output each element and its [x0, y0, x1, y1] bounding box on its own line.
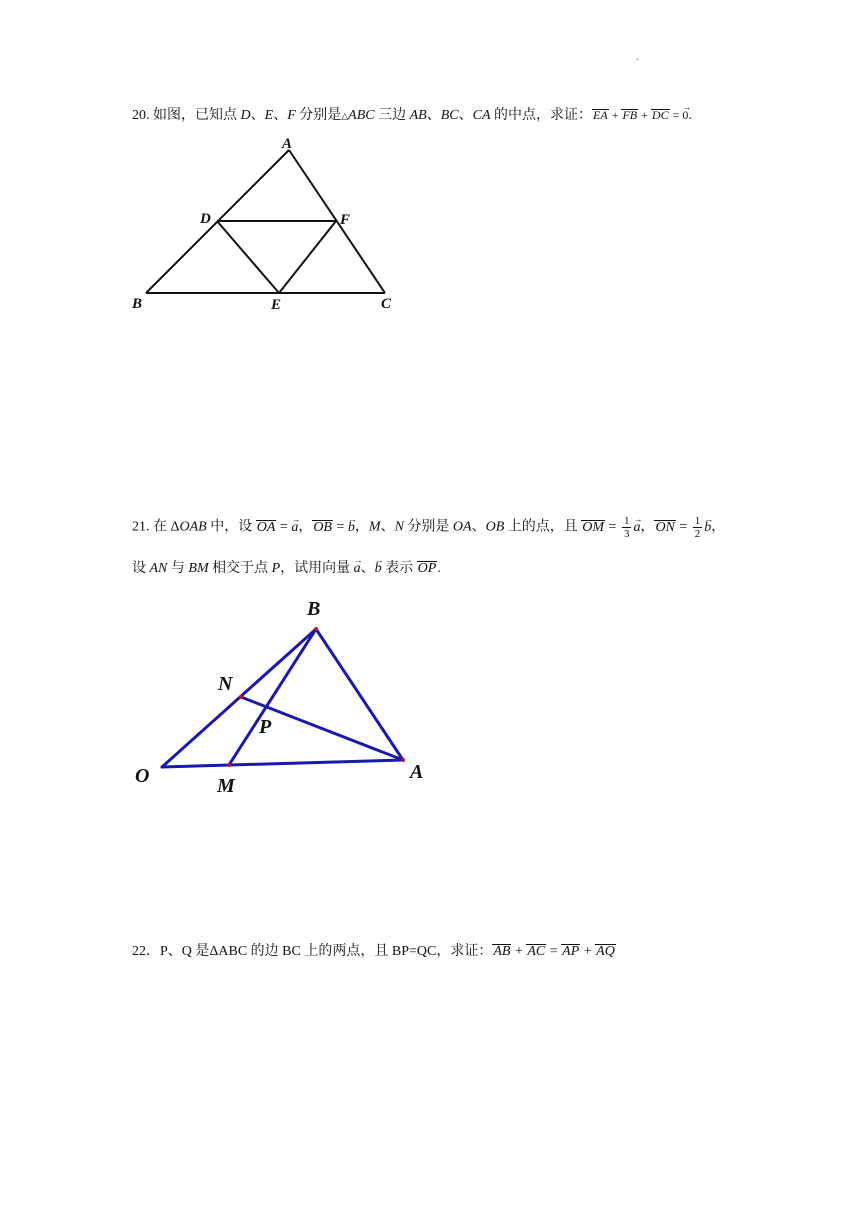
q21-text: 相交于点 [208, 561, 272, 576]
comma: ， [640, 519, 655, 535]
vector-b: → b [375, 561, 382, 576]
segment-ob: OB [485, 519, 505, 535]
separator: 、 [273, 108, 288, 123]
segment-ob-line [162, 629, 316, 767]
q22-number: 22． [132, 944, 160, 959]
q22-text: P、Q 是ΔABC 的边 BC 上的两点，且 BP=QC，求证： [160, 944, 493, 959]
zero-vector: → 0 [682, 108, 688, 122]
comma: ， [298, 519, 313, 535]
vector-ea: EA [593, 108, 608, 122]
period: . [437, 561, 441, 576]
vector-op: OP [417, 561, 437, 576]
triangle-symbol: △ [341, 111, 349, 121]
q21-text: 分别是 [403, 519, 453, 535]
q21-text: 上的点，且 [504, 519, 582, 535]
label-m: M [217, 775, 235, 797]
triangle-name: ABC [348, 108, 375, 123]
separator: 、 [471, 519, 486, 535]
label-b2: B [307, 598, 321, 620]
label-a2: A [410, 761, 424, 783]
point-f: F [287, 108, 296, 123]
fraction-denominator: 3 [623, 528, 630, 540]
period: . [688, 108, 692, 123]
vector-ap: AP [562, 944, 580, 959]
plus-sign: + [580, 944, 596, 959]
equals-sign: = [669, 108, 683, 122]
segment-bm: BM [188, 561, 209, 576]
fraction-numerator: 1 [623, 515, 630, 527]
separator: 、 [426, 108, 441, 123]
point-e: E [264, 108, 274, 123]
label-a: A [282, 136, 293, 152]
triangle-name: OAB [179, 519, 207, 535]
point-b-marker [314, 627, 318, 631]
vector-on: ON [655, 519, 675, 535]
q20-text: 三边 [374, 108, 410, 123]
vector-dc: DC [651, 108, 669, 122]
equals-sign: = [675, 519, 691, 535]
label-e: E [271, 297, 282, 313]
vector-ob: OB [313, 519, 332, 535]
label-c: C [381, 296, 392, 312]
q20-text: 分别是 [295, 108, 342, 123]
header-mark: . [636, 52, 639, 63]
point-m: M [368, 519, 381, 535]
triangle-symbol: Δ [170, 519, 180, 535]
label-d: D [200, 211, 211, 227]
vector-a: → a [633, 520, 640, 535]
fraction-numerator: 1 [694, 515, 701, 527]
separator: 、 [360, 561, 375, 576]
segment-oa-line [162, 760, 403, 767]
fraction-denominator: 2 [694, 528, 701, 540]
q22-statement [132, 942, 616, 962]
q21-number: 21. [132, 519, 150, 535]
plus-sign: + [638, 108, 651, 122]
vector-aq: AQ [596, 944, 615, 959]
q21-text: ，试用向量 [280, 561, 354, 576]
vector-ab: AB [493, 944, 511, 959]
separator: 、 [250, 108, 265, 123]
label-b: B [132, 296, 143, 312]
q20-text: 如图，已知点 [149, 108, 241, 123]
vector-a: → a [354, 561, 361, 576]
equals-sign: = [546, 944, 562, 959]
q21-text: 中，设 [206, 519, 256, 535]
comma: ， [354, 519, 369, 535]
point-p: P [271, 561, 281, 576]
q20-text: 的中点，求证： [490, 108, 593, 123]
side-bc: BC [440, 108, 459, 123]
vector-b: → b [704, 520, 711, 535]
separator: 、 [458, 108, 473, 123]
label-o: O [135, 765, 150, 787]
point-m-marker [227, 763, 231, 767]
segment-ba-line [316, 629, 403, 760]
side-ca: CA [472, 108, 491, 123]
plus-sign: + [511, 944, 527, 959]
point-n-marker [239, 695, 243, 699]
vector-a: → a [291, 520, 298, 535]
segment-oa: OA [452, 519, 472, 535]
label-n: N [218, 673, 233, 695]
point-a-marker [401, 758, 405, 762]
point-d: D [240, 108, 251, 123]
vector-om: OM [582, 519, 605, 535]
q21-text: 与 [167, 561, 189, 576]
segment-an: AN [149, 561, 168, 576]
point-n: N [394, 519, 404, 535]
label-p: P [259, 716, 272, 738]
side-ab: AB [409, 108, 427, 123]
separator: 、 [380, 519, 395, 535]
label-f: F [340, 212, 351, 228]
q21-text: 设 [132, 561, 150, 576]
equals-sign: = [332, 519, 348, 535]
equals-sign: = [605, 519, 620, 535]
vector-b: → b [348, 520, 355, 535]
q21-text: 表示 [381, 561, 417, 576]
vector-oa: OA [256, 519, 276, 535]
q21-text: 在 [149, 519, 171, 535]
vector-fb: FB [622, 108, 638, 122]
plus-sign: + [608, 108, 622, 122]
equals-sign: = [276, 519, 292, 535]
q20-number: 20. [132, 108, 150, 123]
comma: ， [711, 519, 726, 535]
vector-ac: AC [527, 944, 546, 959]
